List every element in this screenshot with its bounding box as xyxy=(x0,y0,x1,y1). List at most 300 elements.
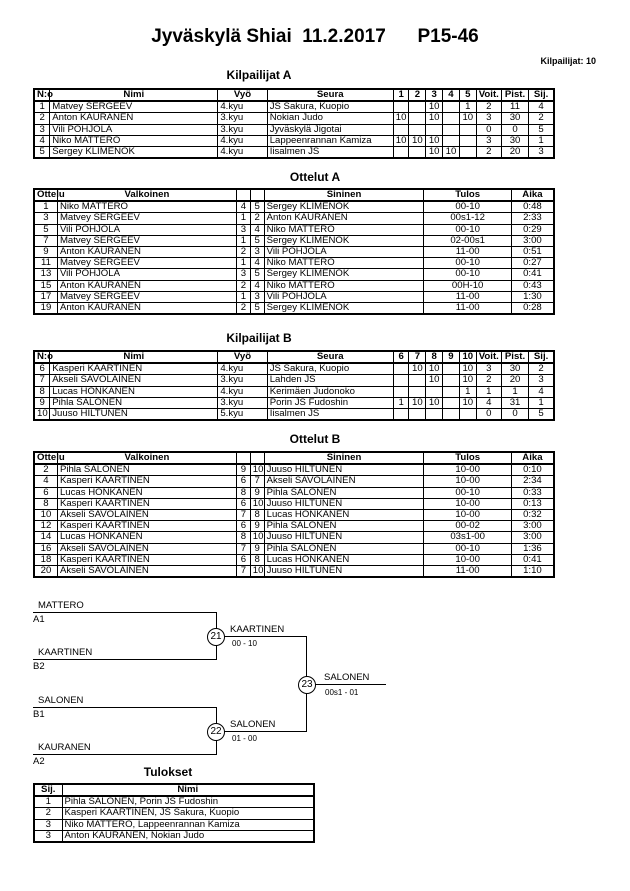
matches-a-cell: 3:00 xyxy=(511,235,554,246)
matches-a-header-cell: Sininen xyxy=(264,189,424,201)
matches-b-cell: 2:34 xyxy=(511,476,554,487)
matches-b-row xyxy=(34,498,554,509)
pool-b-cell: Akseli SAVOLAINEN xyxy=(50,375,218,386)
pool-a-cell: Lappeenrannan Kamiza xyxy=(267,135,393,146)
pool-a-cell xyxy=(459,135,476,146)
pool-b-cell: Juuso HILTUNEN xyxy=(50,408,218,420)
pool-b-header-row xyxy=(34,351,554,363)
matches-b-cell: Pihla SALONEN xyxy=(264,543,424,554)
pool-a-header-cell: Pist. xyxy=(501,89,528,101)
match-23-marker: 23 xyxy=(298,676,316,694)
matches-a-cell: 2 xyxy=(250,213,264,224)
matches-b-cell: 10 xyxy=(34,509,57,520)
pool-a-cell: 4 xyxy=(34,135,50,146)
matches-b-cell: 10 xyxy=(250,565,264,577)
pool-b-cell xyxy=(393,386,409,397)
matches-b-cell: Kasperi KAARTINEN xyxy=(57,476,236,487)
matches-a-row xyxy=(34,302,554,314)
matches-a-cell: 1 xyxy=(236,235,250,246)
matches-b-cell: 8 xyxy=(250,554,264,565)
pool-a-cell: 20 xyxy=(501,146,528,158)
matches-a-header-cell: Tulos xyxy=(424,189,511,201)
pool-b-cell xyxy=(393,363,409,375)
pool-b-header-cell: Sij. xyxy=(529,351,554,363)
final-out-line xyxy=(306,684,386,685)
matches-b-row xyxy=(34,554,554,565)
matches-a-cell: Niko MATTERO xyxy=(264,258,424,269)
matches-a-cell: 1 xyxy=(236,291,250,302)
matches-a-cell: 0:48 xyxy=(511,201,554,213)
m22-out-line xyxy=(216,731,306,732)
pool-b-cell xyxy=(443,375,460,386)
matches-a-cell: 00H-10 xyxy=(424,280,511,291)
matches-a-cell: Sergey KLIMENOK xyxy=(264,235,424,246)
matches-a-header-cell: Ottelu xyxy=(34,189,57,201)
pool-b-cell xyxy=(443,386,460,397)
event-name: Jyväskylä Shiai xyxy=(151,26,292,47)
matches-a-cell: Sergey KLIMENOK xyxy=(264,302,424,314)
matches-b-cell: 12 xyxy=(34,521,57,532)
pool-a-cell xyxy=(393,146,409,158)
matches-a-cell: Anton KAURANEN xyxy=(264,213,424,224)
matches-b-cell: 14 xyxy=(34,532,57,543)
pool-a-header-cell: 1 xyxy=(393,89,409,101)
pool-b-cell: 10 xyxy=(459,363,476,375)
pool-b-header-cell: 6 xyxy=(393,351,409,363)
pool-a-cell: 3 xyxy=(476,135,501,146)
pool-b-cell: Kerimäen Judonoko xyxy=(267,386,393,397)
pool-b-header-cell: Seura xyxy=(267,351,393,363)
matches-b-table xyxy=(33,451,555,578)
matches-a-header-cell: Aika xyxy=(511,189,554,201)
pool-b-cell: 1 xyxy=(459,386,476,397)
matches-b-cell: 1:36 xyxy=(511,543,554,554)
pool-a-row xyxy=(34,146,554,158)
matches-a-cell: 00-10 xyxy=(424,258,511,269)
matches-b-row xyxy=(34,532,554,543)
pool-b-header-cell: 7 xyxy=(409,351,426,363)
matches-b-cell: Pihla SALONEN xyxy=(264,521,424,532)
matches-b-header-cell: Sininen xyxy=(264,452,424,464)
matches-b-cell: Juuso HILTUNEN xyxy=(264,498,424,509)
pool-a-cell: 4.kyu xyxy=(218,146,267,158)
pool-a-cell: Niko MATTERO xyxy=(50,135,218,146)
matches-b-cell: 11-00 xyxy=(424,565,511,577)
matches-b-cell: 18 xyxy=(34,554,57,565)
matches-a-cell: 7 xyxy=(34,235,57,246)
pool-b-cell xyxy=(443,408,460,420)
pool-a-cell: 0 xyxy=(501,124,528,135)
matches-a-cell: Sergey KLIMENOK xyxy=(264,201,424,213)
matches-b-header-cell xyxy=(236,452,250,464)
matches-b-cell: 03s1-00 xyxy=(424,532,511,543)
pool-b-cell xyxy=(459,408,476,420)
sf1-bot-seed: B2 xyxy=(33,661,45,672)
matches-b-header-cell: Tulos xyxy=(424,452,511,464)
matches-a-cell: 4 xyxy=(236,201,250,213)
pool-b-cell: 3.kyu xyxy=(218,375,267,386)
pool-b-cell xyxy=(443,397,460,408)
matches-a-cell: 2 xyxy=(236,246,250,257)
pool-a-table xyxy=(33,88,555,159)
matches-b-header-cell: Ottelu xyxy=(34,452,57,464)
matches-a-cell: 1 xyxy=(236,258,250,269)
pool-a-cell: 2 xyxy=(476,101,501,113)
matches-b-cell: 0:41 xyxy=(511,554,554,565)
matches-a-cell: Anton KAURANEN xyxy=(57,280,236,291)
matches-a-cell: 4 xyxy=(250,224,264,235)
matches-a-cell: 3 xyxy=(34,213,57,224)
pool-a-cell: 4.kyu xyxy=(218,101,267,113)
pool-a-cell: Vili POHJOLA xyxy=(50,124,218,135)
matches-b-row xyxy=(34,464,554,476)
matches-b-cell: Akseli SAVOLAINEN xyxy=(57,543,236,554)
matches-a-cell: 9 xyxy=(34,246,57,257)
pool-a-cell: 10 xyxy=(393,113,409,124)
pool-a-cell: 2 xyxy=(529,113,554,124)
pool-a-header-cell: 4 xyxy=(443,89,460,101)
matches-b-cell: 0:33 xyxy=(511,487,554,498)
pool-b-cell: 1 xyxy=(476,386,501,397)
pool-a-cell: 4 xyxy=(529,101,554,113)
matches-b-row xyxy=(34,476,554,487)
pool-b-cell xyxy=(393,375,409,386)
pool-b-cell: 4.kyu xyxy=(218,386,267,397)
matches-b-cell: Juuso HILTUNEN xyxy=(264,532,424,543)
pool-b-header-cell: Nimi xyxy=(50,351,218,363)
matches-a-cell: 02-00s1 xyxy=(424,235,511,246)
sf2-top-name: SALONEN xyxy=(38,695,84,706)
pool-a-cell xyxy=(409,146,426,158)
matches-b-cell: Lucas HONKANEN xyxy=(57,487,236,498)
matches-a-cell: Niko MATTERO xyxy=(264,280,424,291)
pool-b-cell: Lucas HONKANEN xyxy=(50,386,218,397)
pool-a-cell xyxy=(443,135,460,146)
pool-b-table xyxy=(33,350,555,421)
pool-a-cell: 10 xyxy=(459,113,476,124)
results-header-cell: Nimi xyxy=(62,784,314,796)
results-table xyxy=(33,783,315,843)
matches-a-row xyxy=(34,213,554,224)
pool-b-cell: 0 xyxy=(501,408,528,420)
m22-score: 01 - 00 xyxy=(232,734,257,743)
pool-b-cell: Porin JS Fudoshin xyxy=(267,397,393,408)
matches-a-row xyxy=(34,258,554,269)
pool-b-row xyxy=(34,397,554,408)
pool-b-cell: JS Sakura, Kuopio xyxy=(267,363,393,375)
pool-a-heading: Kilpailijat A xyxy=(226,68,292,82)
matches-b-cell: 7 xyxy=(236,509,250,520)
matches-b-cell: 3:00 xyxy=(511,532,554,543)
matches-a-cell: Sergey KLIMENOK xyxy=(264,269,424,280)
matches-b-cell: Akseli SAVOLAINEN xyxy=(264,476,424,487)
matches-a-row xyxy=(34,291,554,302)
pool-a-cell: 3.kyu xyxy=(218,124,267,135)
matches-a-cell: Vili POHJOLA xyxy=(57,224,236,235)
matches-b-cell: 7 xyxy=(236,543,250,554)
matches-b-cell: 7 xyxy=(236,565,250,577)
matches-a-cell: 13 xyxy=(34,269,57,280)
matches-b-cell: 20 xyxy=(34,565,57,577)
matches-a-cell: Anton KAURANEN xyxy=(57,246,236,257)
matches-b-cell: 00-02 xyxy=(424,521,511,532)
pool-b-row xyxy=(34,363,554,375)
matches-b-cell: Juuso HILTUNEN xyxy=(264,565,424,577)
matches-a-cell: Matvey SERGEEV xyxy=(57,258,236,269)
matches-b-cell: 10-00 xyxy=(424,498,511,509)
pool-a-row xyxy=(34,135,554,146)
pool-a-cell: 2 xyxy=(34,113,50,124)
matches-b-cell: 9 xyxy=(250,543,264,554)
matches-a-heading: Ottelut A xyxy=(289,170,341,184)
matches-a-cell: 0:27 xyxy=(511,258,554,269)
results-cell: 3 xyxy=(34,830,62,842)
pool-a-header-cell: Nimi xyxy=(50,89,218,101)
pool-b-cell: 10 xyxy=(459,397,476,408)
matches-b-cell: Kasperi KAARTINEN xyxy=(57,521,236,532)
pool-b-cell: 8 xyxy=(34,386,50,397)
matches-b-header-cell: Aika xyxy=(511,452,554,464)
matches-b-cell: 6 xyxy=(34,487,57,498)
matches-a-row xyxy=(34,201,554,213)
pool-a-cell xyxy=(393,124,409,135)
m23-score: 00s1 - 01 xyxy=(325,688,359,697)
pool-a-row xyxy=(34,124,554,135)
matches-b-cell: 4 xyxy=(34,476,57,487)
pool-b-row xyxy=(34,408,554,420)
matches-a-cell: 0:51 xyxy=(511,246,554,257)
pool-b-cell: Iisalmen JS xyxy=(267,408,393,420)
matches-b-cell: 8 xyxy=(236,487,250,498)
pool-a-cell: 3 xyxy=(476,113,501,124)
pool-a-cell: 2 xyxy=(476,146,501,158)
pool-b-cell: 7 xyxy=(34,375,50,386)
results-cell: Kasperi KAARTINEN, JS Sakura, Kuopio xyxy=(62,808,314,819)
pool-a-cell: 10 xyxy=(443,146,460,158)
matches-a-cell: Matvey SERGEEV xyxy=(57,213,236,224)
matches-b-cell: Pihla SALONEN xyxy=(57,464,236,476)
matches-a-header-cell xyxy=(236,189,250,201)
matches-b-cell: 6 xyxy=(236,554,250,565)
pool-b-cell: 10 xyxy=(409,363,426,375)
matches-b-cell: 10 xyxy=(250,498,264,509)
pool-b-header-cell: Voit. xyxy=(476,351,501,363)
matches-a-header-cell xyxy=(250,189,264,201)
pool-a-cell: Nokian Judo xyxy=(267,113,393,124)
pool-a-cell: 5 xyxy=(529,124,554,135)
pool-b-row xyxy=(34,375,554,386)
matches-b-cell: 10 xyxy=(250,464,264,476)
pool-a-cell: Anton KAURANEN xyxy=(50,113,218,124)
m22-winner: SALONEN xyxy=(230,719,276,730)
matches-b-cell: 00-10 xyxy=(424,543,511,554)
matches-b-cell: Juuso HILTUNEN xyxy=(264,464,424,476)
matches-a-cell: 0:28 xyxy=(511,302,554,314)
pool-a-cell: 5 xyxy=(34,146,50,158)
pool-b-header-cell: 9 xyxy=(443,351,460,363)
matches-a-cell: Niko MATTERO xyxy=(57,201,236,213)
matches-b-row xyxy=(34,521,554,532)
pool-a-header-cell: 2 xyxy=(409,89,426,101)
pool-b-header-cell: 10 xyxy=(459,351,476,363)
page-title xyxy=(0,26,630,48)
matches-a-cell: 1:30 xyxy=(511,291,554,302)
matches-b-cell: 2 xyxy=(34,464,57,476)
matches-a-cell: 3 xyxy=(250,246,264,257)
matches-a-row xyxy=(34,269,554,280)
matches-b-cell: Lucas HONKANEN xyxy=(57,532,236,543)
pool-a-header-cell: 3 xyxy=(426,89,443,101)
matches-a-cell: 4 xyxy=(250,258,264,269)
pool-b-heading: Kilpailijat B xyxy=(226,331,292,345)
pool-b-cell: Pihla SALONEN xyxy=(50,397,218,408)
match-21-marker: 21 xyxy=(207,628,225,646)
pool-b-cell xyxy=(409,375,426,386)
pool-b-header-cell: Vyö xyxy=(218,351,267,363)
results-row xyxy=(34,808,314,819)
matches-b-cell: Akseli SAVOLAINEN xyxy=(57,509,236,520)
results-header-row xyxy=(34,784,314,796)
pool-b-cell: 3.kyu xyxy=(218,397,267,408)
sf2-top-seed: B1 xyxy=(33,709,45,720)
pool-b-cell: 5.kyu xyxy=(218,408,267,420)
pool-a-cell xyxy=(409,124,426,135)
pool-a-cell: 3 xyxy=(34,124,50,135)
pool-a-cell xyxy=(459,124,476,135)
matches-b-cell: 10-00 xyxy=(424,509,511,520)
matches-b-cell: 10-00 xyxy=(424,476,511,487)
match-22-marker: 22 xyxy=(207,723,225,741)
matches-a-cell: 5 xyxy=(34,224,57,235)
pool-a-header-cell: Voit. xyxy=(476,89,501,101)
pool-b-cell: 6 xyxy=(34,363,50,375)
pool-a-cell xyxy=(426,124,443,135)
pool-b-cell: 4 xyxy=(476,397,501,408)
matches-a-cell: 11 xyxy=(34,258,57,269)
matches-a-cell: 11-00 xyxy=(424,291,511,302)
pool-a-cell: 11 xyxy=(501,101,528,113)
sf2-bot-line xyxy=(33,754,217,755)
pool-b-cell: 10 xyxy=(459,375,476,386)
pool-b-cell: 10 xyxy=(409,397,426,408)
matches-a-cell: 0:41 xyxy=(511,269,554,280)
results-row xyxy=(34,796,314,808)
matches-b-cell: 8 xyxy=(250,509,264,520)
event-date: 11.2.2017 xyxy=(302,26,386,47)
matches-a-cell: 1 xyxy=(34,201,57,213)
pool-b-cell: 1 xyxy=(393,397,409,408)
pool-b-cell: 0 xyxy=(476,408,501,420)
matches-a-cell: 2 xyxy=(236,280,250,291)
pool-b-cell xyxy=(443,363,460,375)
matches-a-cell: 0:29 xyxy=(511,224,554,235)
pool-b-cell: 2 xyxy=(529,363,554,375)
matches-b-cell: Akseli SAVOLAINEN xyxy=(57,565,236,577)
pool-b-cell: 10 xyxy=(426,363,443,375)
matches-a-cell: Vili POHJOLA xyxy=(264,246,424,257)
matches-b-cell: 1:10 xyxy=(511,565,554,577)
matches-a-cell: 2:33 xyxy=(511,213,554,224)
pool-a-row xyxy=(34,101,554,113)
results-cell: 1 xyxy=(34,796,62,808)
matches-b-cell: 3:00 xyxy=(511,521,554,532)
sf1-top-seed: A1 xyxy=(33,614,45,625)
matches-a-cell: Vili POHJOLA xyxy=(264,291,424,302)
matches-b-row xyxy=(34,509,554,520)
matches-a-cell: 5 xyxy=(250,269,264,280)
matches-b-heading: Ottelut B xyxy=(289,432,341,446)
matches-b-cell: 8 xyxy=(34,498,57,509)
results-row xyxy=(34,819,314,830)
matches-a-cell: 17 xyxy=(34,291,57,302)
pool-a-header-cell: Seura xyxy=(267,89,393,101)
pool-a-cell: 4.kyu xyxy=(218,135,267,146)
pool-b-cell: 20 xyxy=(501,375,528,386)
matches-a-cell: 3 xyxy=(250,291,264,302)
pool-b-cell: 10 xyxy=(34,408,50,420)
pool-a-cell: 30 xyxy=(501,135,528,146)
matches-b-cell: Kasperi KAARTINEN xyxy=(57,554,236,565)
matches-a-cell: 00-10 xyxy=(424,269,511,280)
pool-b-cell xyxy=(393,408,409,420)
pool-b-cell: 30 xyxy=(501,363,528,375)
pool-b-cell: 1 xyxy=(529,397,554,408)
pool-a-cell: 1 xyxy=(529,135,554,146)
matches-a-table xyxy=(33,188,555,315)
pool-a-cell: Matvey SERGEEV xyxy=(50,101,218,113)
matches-b-cell: 9 xyxy=(250,521,264,532)
matches-a-cell: 1 xyxy=(236,213,250,224)
pool-a-cell: 30 xyxy=(501,113,528,124)
matches-a-row xyxy=(34,280,554,291)
matches-b-header-cell xyxy=(250,452,264,464)
matches-b-cell: 6 xyxy=(236,498,250,509)
pool-a-cell: Sergey KLIMENOK xyxy=(50,146,218,158)
matches-b-cell: 6 xyxy=(236,476,250,487)
matches-a-header-row xyxy=(34,189,554,201)
pool-b-cell: 3 xyxy=(529,375,554,386)
pool-a-cell: 3 xyxy=(529,146,554,158)
pool-b-cell: Lahden JS xyxy=(267,375,393,386)
pool-a-cell: 0 xyxy=(476,124,501,135)
pool-b-header-cell: N:o xyxy=(34,351,50,363)
pool-a-cell: Iisalmen JS xyxy=(267,146,393,158)
pool-a-header-cell: 5 xyxy=(459,89,476,101)
pool-b-cell: 3 xyxy=(476,363,501,375)
pool-a-cell: 10 xyxy=(409,135,426,146)
pool-a-cell xyxy=(459,146,476,158)
sf1-top-name: MATTERO xyxy=(38,600,84,611)
pool-a-cell: 1 xyxy=(34,101,50,113)
sf2-bot-name: KAURANEN xyxy=(38,742,91,753)
pool-a-cell: 10 xyxy=(426,113,443,124)
matches-b-cell: 16 xyxy=(34,543,57,554)
pool-b-cell: 1 xyxy=(501,386,528,397)
sf1-bot-name: KAARTINEN xyxy=(38,647,93,658)
pool-b-cell: 5 xyxy=(529,408,554,420)
pool-b-cell: 4.kyu xyxy=(218,363,267,375)
matches-a-cell: 4 xyxy=(250,280,264,291)
matches-a-cell: Anton KAURANEN xyxy=(57,302,236,314)
results-cell: Pihla SALONEN, Porin JS Fudoshin xyxy=(62,796,314,808)
matches-b-cell: 10-00 xyxy=(424,554,511,565)
pool-a-cell: JS Sakura, Kuopio xyxy=(267,101,393,113)
matches-b-cell: 6 xyxy=(236,521,250,532)
pool-a-header-cell: Sij. xyxy=(529,89,554,101)
matches-b-cell: 10 xyxy=(250,532,264,543)
results-header-cell: Sij. xyxy=(34,784,62,796)
results-cell: 3 xyxy=(34,819,62,830)
